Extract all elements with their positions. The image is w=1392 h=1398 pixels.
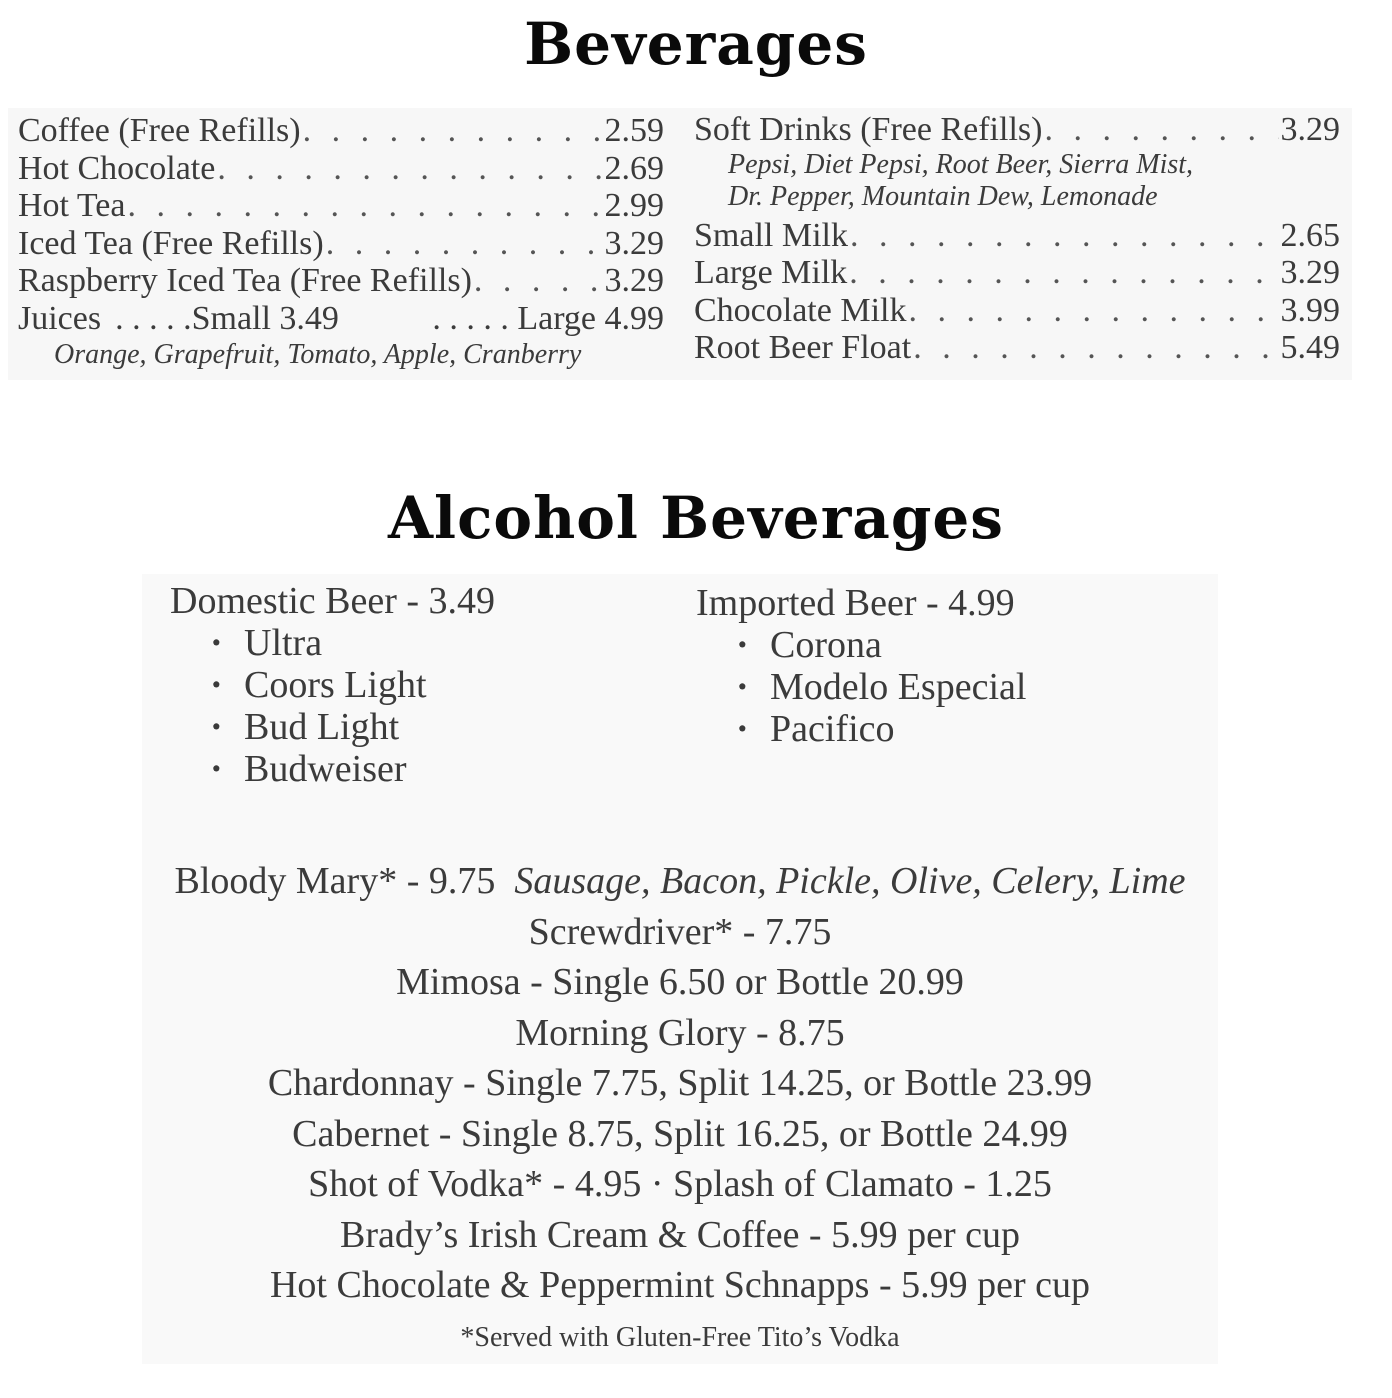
drink-line: Cabernet - Single 8.75, Split 16.25, or Bottle 24.99: [292, 1112, 1068, 1155]
dot-leader: [913, 329, 1278, 367]
drink-line: Brady’s Irish Cream & Coffee - 5.99 per cup: [340, 1213, 1020, 1256]
beer-name: Corona: [770, 624, 882, 666]
drink-line: Shot of Vodka* - 4.95 · Splash of Clamato - 1.25: [308, 1163, 1052, 1205]
item-name: Hot Tea: [18, 187, 126, 224]
beer-name: Bud Light: [244, 706, 400, 748]
menu-item: [694, 292, 1340, 330]
item-name: Raspberry Iced Tea (Free Refills): [18, 262, 472, 299]
dot-leader: [326, 225, 603, 263]
soft-drink-varieties-line: Pepsi, Diet Pepsi, Root Beer, Sierra Mist,: [728, 148, 1194, 180]
item-price: 3.99: [1280, 291, 1340, 329]
menu-item: [694, 217, 1340, 255]
menu-item: [694, 111, 1340, 149]
bloody-mary-line: [142, 856, 1218, 907]
list-item: [170, 706, 495, 748]
list-item: [170, 664, 495, 706]
menu-item: [694, 329, 1340, 367]
drink-line: Mimosa - Single 6.50 or Bottle 20.99: [396, 961, 964, 1003]
item-name: Small Milk: [694, 216, 848, 254]
mixed-drinks-list: [142, 856, 1218, 1311]
bloody-mary-garnish: Sausage, Bacon, Pickle, Olive, Celery, Lime: [514, 860, 1186, 902]
item-price: 2.69: [604, 149, 664, 187]
list-item: [696, 666, 1026, 708]
bloody-mary-price: Bloody Mary* - 9.75: [174, 860, 496, 902]
dot-leader: [217, 150, 602, 188]
item-price: 3.29: [604, 262, 664, 299]
soft-drink-varieties: [694, 149, 1340, 217]
item-name: Chocolate Milk: [694, 291, 907, 329]
item-name: Coffee (Free Refills): [18, 112, 301, 149]
item-price: 3.29: [1280, 111, 1340, 148]
menu-item: [18, 150, 664, 188]
drink-line: Hot Chocolate & Peppermint Schnapps - 5.99 per cup: [269, 1264, 1090, 1306]
menu-item: [694, 254, 1340, 292]
footnote: *Served with Gluten-Free Tito’s Vodka: [460, 1322, 900, 1353]
imported-beer-list: [696, 624, 1026, 750]
list-item: [170, 622, 495, 664]
item-price: 5.49: [1280, 329, 1340, 366]
item-price: 2.65: [1280, 216, 1340, 254]
item-price: 3.29: [604, 224, 664, 262]
item-price: 3.29: [1280, 254, 1340, 291]
beer-name: Ultra: [244, 622, 323, 664]
item-name: Soft Drinks (Free Refills): [694, 111, 1043, 148]
domestic-beer-list: [170, 622, 495, 790]
dot-leader: [850, 217, 1279, 255]
beer-name: Pacifico: [770, 708, 895, 750]
alcohol-beverages-title: Alcohol Beverages: [388, 484, 1004, 552]
juices-name: Juices: [18, 299, 102, 337]
menu-item: [18, 225, 664, 263]
item-name: Iced Tea (Free Refills): [18, 224, 324, 262]
list-item: [696, 708, 1026, 750]
imported-beer-heading: Imported Beer - 4.99: [696, 582, 1015, 624]
dot-leader: [1044, 111, 1278, 149]
juices-item: [18, 300, 664, 338]
beer-name: Coors Light: [244, 664, 427, 706]
juices-large-price: . . . . . Large 4.99: [432, 299, 664, 337]
drink-line: Chardonnay - Single 7.75, Split 14.25, or Bottle 23.99: [267, 1062, 1093, 1104]
beverages-right-column: [694, 111, 1340, 367]
juices-small-price: . . . . .Small 3.49: [115, 299, 339, 337]
list-item: [170, 748, 495, 790]
item-name: Large Milk: [694, 254, 848, 291]
juices-varieties: Orange, Grapefruit, Tomato, Apple, Cranberry: [54, 339, 582, 370]
item-name: Hot Chocolate: [18, 149, 216, 187]
beverages-title: Beverages: [524, 10, 868, 78]
imported-beer-section: [696, 582, 1026, 750]
beer-name: Budweiser: [244, 748, 407, 790]
list-item: [696, 624, 1026, 666]
item-price: 2.99: [604, 187, 664, 224]
beverages-left-column: [18, 112, 664, 373]
menu-item: [18, 112, 664, 150]
dot-leader: [849, 254, 1278, 292]
item-price: 2.59: [604, 112, 664, 149]
dot-leader: [474, 262, 603, 300]
menu-item: [18, 187, 664, 225]
dot-leader: [908, 292, 1278, 330]
domestic-beer-section: [170, 580, 495, 790]
soft-drink-varieties-line: Dr. Pepper, Mountain Dew, Lemonade: [728, 180, 1158, 212]
drink-line: Morning Glory - 8.75: [515, 1011, 845, 1054]
beer-name: Modelo Especial: [770, 666, 1027, 708]
domestic-beer-heading: Domestic Beer - 3.49: [170, 580, 496, 622]
drink-line: Screwdriver* - 7.75: [528, 910, 832, 953]
dot-leader: [127, 187, 602, 225]
dot-leader: [303, 112, 603, 150]
item-name: Root Beer Float: [694, 329, 912, 366]
menu-item: [18, 262, 664, 300]
